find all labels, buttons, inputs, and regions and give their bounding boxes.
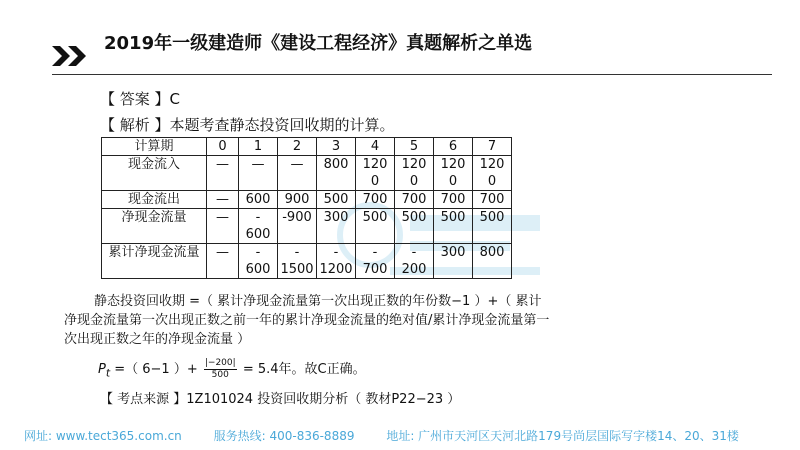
- table-row: [102, 244, 512, 279]
- explanation-paragraph: [64, 292, 554, 349]
- source-line: 【 考点来源 】1Z101024 投资回收期分析（ 教材P22−23 ）: [100, 392, 461, 407]
- formula-lhs: P: [98, 362, 106, 377]
- table-row: [102, 191, 512, 209]
- table-row-label: 现金流入: [102, 156, 207, 191]
- title-divider: [52, 74, 772, 75]
- table-cell: 700: [434, 191, 473, 209]
- analysis-line: 【 解析 】本题考查静态投资回收期的计算。: [100, 116, 395, 134]
- table-cell: 300: [317, 209, 356, 244]
- explanation-text: 静态投资回收期 =（ 累计净现金流量第一次出现正数的年份数−1 ）+（ 累计净现金流量第一次出现正数之前一年的累计净现金流量的绝对值/累计净现金流量第一次出现正数之年的净现金流量 ）: [64, 294, 550, 347]
- answer-line: 【 答案 】C: [100, 90, 181, 108]
- table-cell: 700: [356, 191, 395, 209]
- table-cell: —: [278, 156, 317, 191]
- table-header-cell: 计算期: [102, 138, 207, 156]
- table-cell: 700: [395, 191, 434, 209]
- table-header-cell: 6: [434, 138, 473, 156]
- page-title: 2019年一级建造师《建设工程经济》真题解析之单选: [104, 33, 533, 54]
- footer-address: 地址: 广州市天河区天河北路179号尚层国际写字楼14、20、31楼: [386, 429, 739, 443]
- table-header-cell: 7: [473, 138, 512, 156]
- table-cell: 300: [434, 244, 473, 279]
- table-cell: - 700: [356, 244, 395, 279]
- table-cell: 500: [395, 209, 434, 244]
- table-cell: 120 0: [395, 156, 434, 191]
- table-cell: 700: [473, 191, 512, 209]
- table-header-cell: 1: [239, 138, 278, 156]
- formula-denominator: 500: [211, 370, 229, 380]
- table-header-cell: 3: [317, 138, 356, 156]
- table-header-cell: 2: [278, 138, 317, 156]
- table-cell: 500: [473, 209, 512, 244]
- table-header-cell: 4: [356, 138, 395, 156]
- table-cell: 500: [317, 191, 356, 209]
- table-cell: —: [207, 156, 239, 191]
- table-row: [102, 156, 512, 191]
- table-header-cell: 0: [207, 138, 239, 156]
- table-cell: -900: [278, 209, 317, 244]
- table-cell: 500: [434, 209, 473, 244]
- formula-fraction: [204, 358, 237, 381]
- table-row-label: 现金流出: [102, 191, 207, 209]
- table-cell: —: [207, 191, 239, 209]
- table-cell: 800: [317, 156, 356, 191]
- table-cell: - 600: [239, 244, 278, 279]
- table-cell: —: [207, 244, 239, 279]
- formula-subscript: t: [105, 366, 111, 380]
- table-cell: - 1200: [317, 244, 356, 279]
- table-cell: 120 0: [473, 156, 512, 191]
- table-row-label: 累计净现金流量: [102, 244, 207, 279]
- table-cell: 600: [239, 191, 278, 209]
- table-cell: 120 0: [356, 156, 395, 191]
- footer-website: 网址: www.tect365.com.cn: [24, 429, 182, 443]
- table-cell: —: [239, 156, 278, 191]
- title-bar: [52, 34, 772, 76]
- cashflow-table: [101, 137, 512, 279]
- table-cell: —: [207, 209, 239, 244]
- footer-hotline: 服务热线: 400-836-8889: [213, 429, 355, 443]
- table-cell: - 200: [395, 244, 434, 279]
- footer: [24, 427, 784, 444]
- table-cell: 120 0: [434, 156, 473, 191]
- formula-part1: =（ 6−1 ）+: [114, 362, 198, 377]
- double-chevron-icon: [52, 44, 96, 68]
- table-row-label: 净现金流量: [102, 209, 207, 244]
- table-header-cell: 5: [395, 138, 434, 156]
- table-cell: 900: [278, 191, 317, 209]
- table-cell: - 600: [239, 209, 278, 244]
- formula: [98, 358, 366, 382]
- formula-result: = 5.4年。故C正确。: [242, 362, 366, 377]
- table-cell: - 1500: [278, 244, 317, 279]
- table-header-row: [102, 138, 512, 156]
- formula-numerator: |−200|: [204, 358, 236, 368]
- table-cell: 800: [473, 244, 512, 279]
- table-row: [102, 209, 512, 244]
- table-cell: 500: [356, 209, 395, 244]
